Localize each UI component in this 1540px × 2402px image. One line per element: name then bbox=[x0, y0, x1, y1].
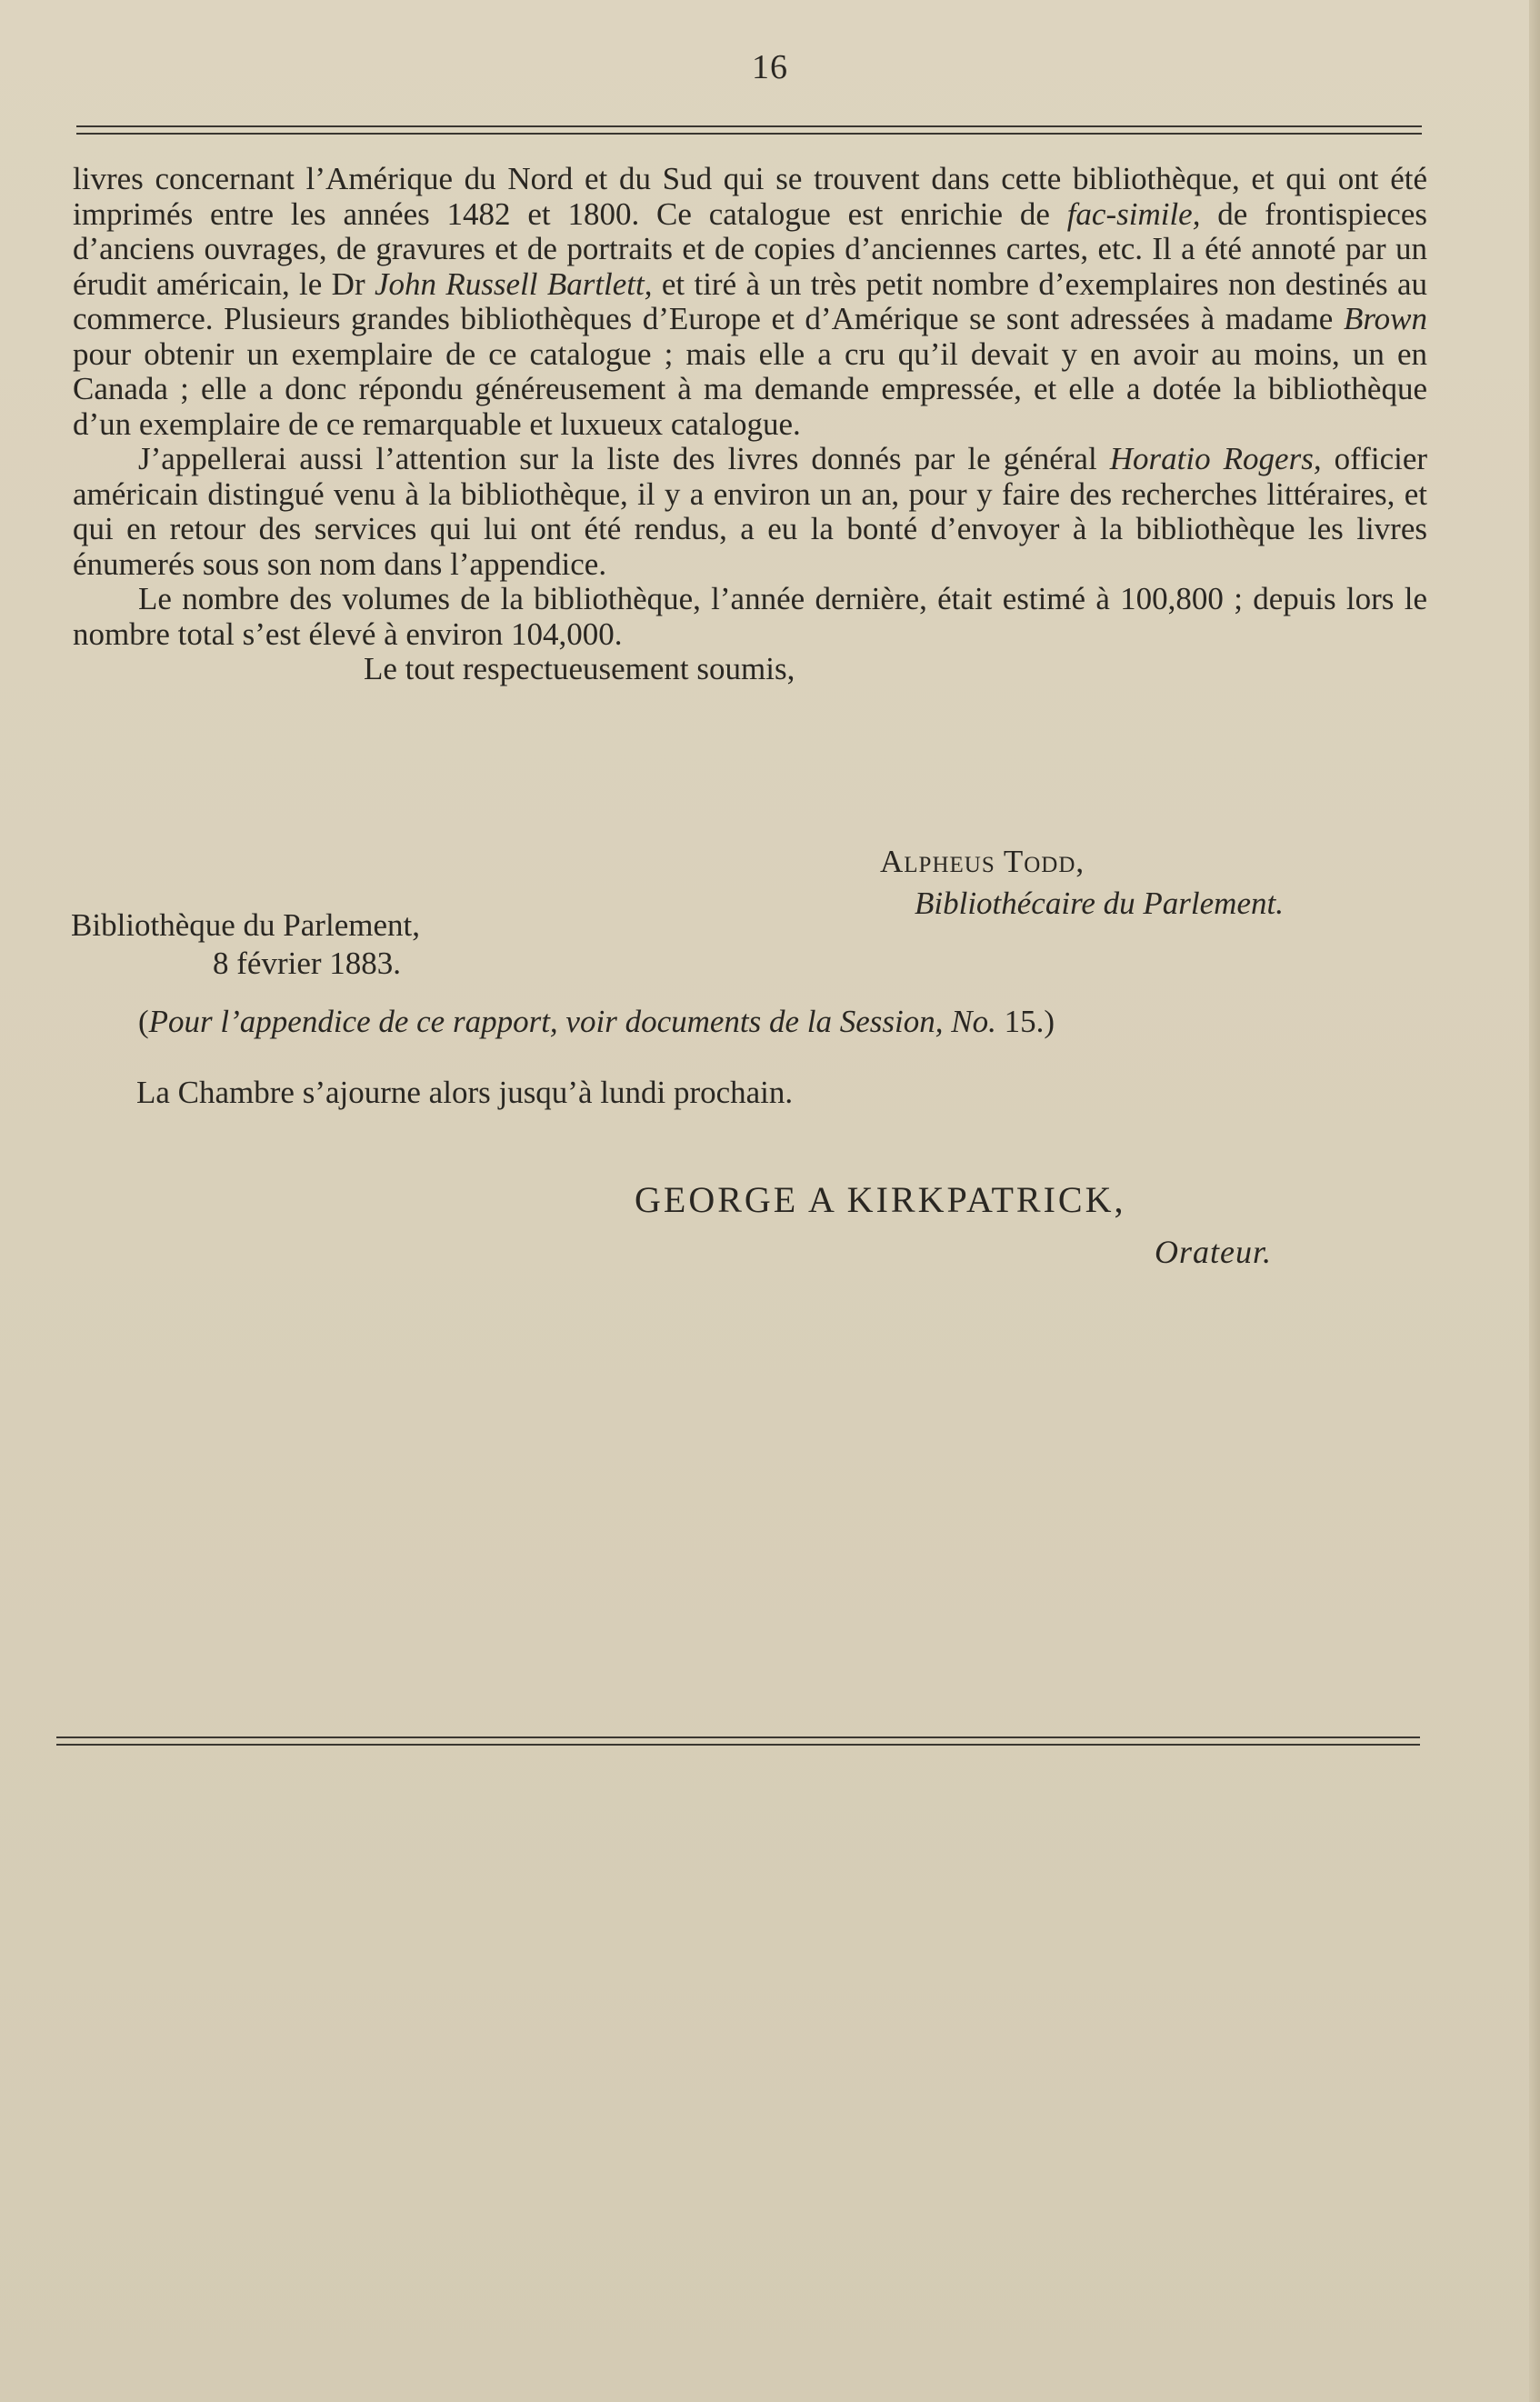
signatory-title: Bibliothécaire du Parlement. bbox=[915, 886, 1284, 921]
text-run-italic: Brown bbox=[1343, 301, 1427, 336]
text-run: livres concernant l’Amérique du Nord et du Sud qui se trouvent dans cette bibliothèque, et qui ont été imprimés entre les années 1482 et 1800. Ce catalogue est enrichie de bbox=[73, 161, 1427, 232]
text-run: pour obtenir un exemplaire de ce catalogue ; mais elle a cru qu’il devait y en avoir au moins, un en Canada ; elle a donc répondu généreusement à ma demande empressée, et elle a dotée la bibliothèque d’un exemplaire de ce remarquable et luxueux catalogue. bbox=[73, 335, 1427, 442]
page-edge bbox=[1529, 0, 1540, 2402]
text-run: et tiré à un très petit nombre d’exemplaires non destinés au commerce. Plusieurs grandes bibliothèques d’Europe et d’Amérique se sont adressées à madame bbox=[73, 265, 1428, 336]
text-run: officier américain distingué venu à la bibliothèque, il y a environ un an, pour y faire des recherches littéraires, et qui en retour des services qui lui ont été rendus, a eu la bonté d’envoyer à la bibliothèque les livres énumerés sous son nom dans l’appendice. bbox=[73, 441, 1428, 582]
note-paren: ( bbox=[138, 1004, 149, 1039]
text-run-italic: fac-simile, bbox=[1066, 195, 1201, 232]
page-number: 16 bbox=[752, 48, 788, 86]
text-run: de frontispieces d’anciens ouvrages, de gravures et de portraits et de copies d’anciennes cartes, etc. Il a été annoté par un érudit américain, le Dr bbox=[73, 195, 1427, 302]
closing-line: Le tout respectueusement soumis, bbox=[364, 651, 795, 686]
paragraph-1 bbox=[73, 162, 1427, 442]
text-run: J’appellerai aussi l’attention sur la liste des livres donnés par le général bbox=[138, 441, 1110, 476]
top-rule bbox=[76, 125, 1422, 135]
speaker-title: Orateur. bbox=[1155, 1234, 1273, 1270]
text-run-italic: John Russell Bartlett, bbox=[374, 265, 653, 302]
text-run-italic: Horatio Rogers, bbox=[1109, 441, 1322, 476]
place-line: Bibliothèque du Parlement, bbox=[71, 907, 420, 943]
date-line: 8 février 1883. bbox=[213, 946, 402, 981]
text-run: Le nombre des volumes de la bibliothèque, l’année dernière, était estimé à 100,800 ; depuis lors le nombre total s’est élevé à environ 104,000. bbox=[73, 581, 1427, 652]
paragraph-3 bbox=[73, 582, 1427, 652]
appendix-note bbox=[138, 1004, 1055, 1040]
adjournment-line: La Chambre s’ajourne alors jusqu’à lundi prochain. bbox=[136, 1075, 794, 1110]
paragraph-2 bbox=[73, 442, 1427, 582]
note-no: No. bbox=[951, 1004, 996, 1039]
note-text: Pour l’appendice de ce rapport, voir documents de la Session, bbox=[148, 1004, 944, 1039]
speaker-name: GEORGE A KIRKPATRICK, bbox=[635, 1179, 1126, 1220]
signatory-name: Alpheus Todd, bbox=[880, 844, 1085, 879]
note-number: 15.) bbox=[1004, 1004, 1055, 1039]
report-body bbox=[73, 162, 1427, 687]
bottom-rule bbox=[56, 1736, 1420, 1746]
